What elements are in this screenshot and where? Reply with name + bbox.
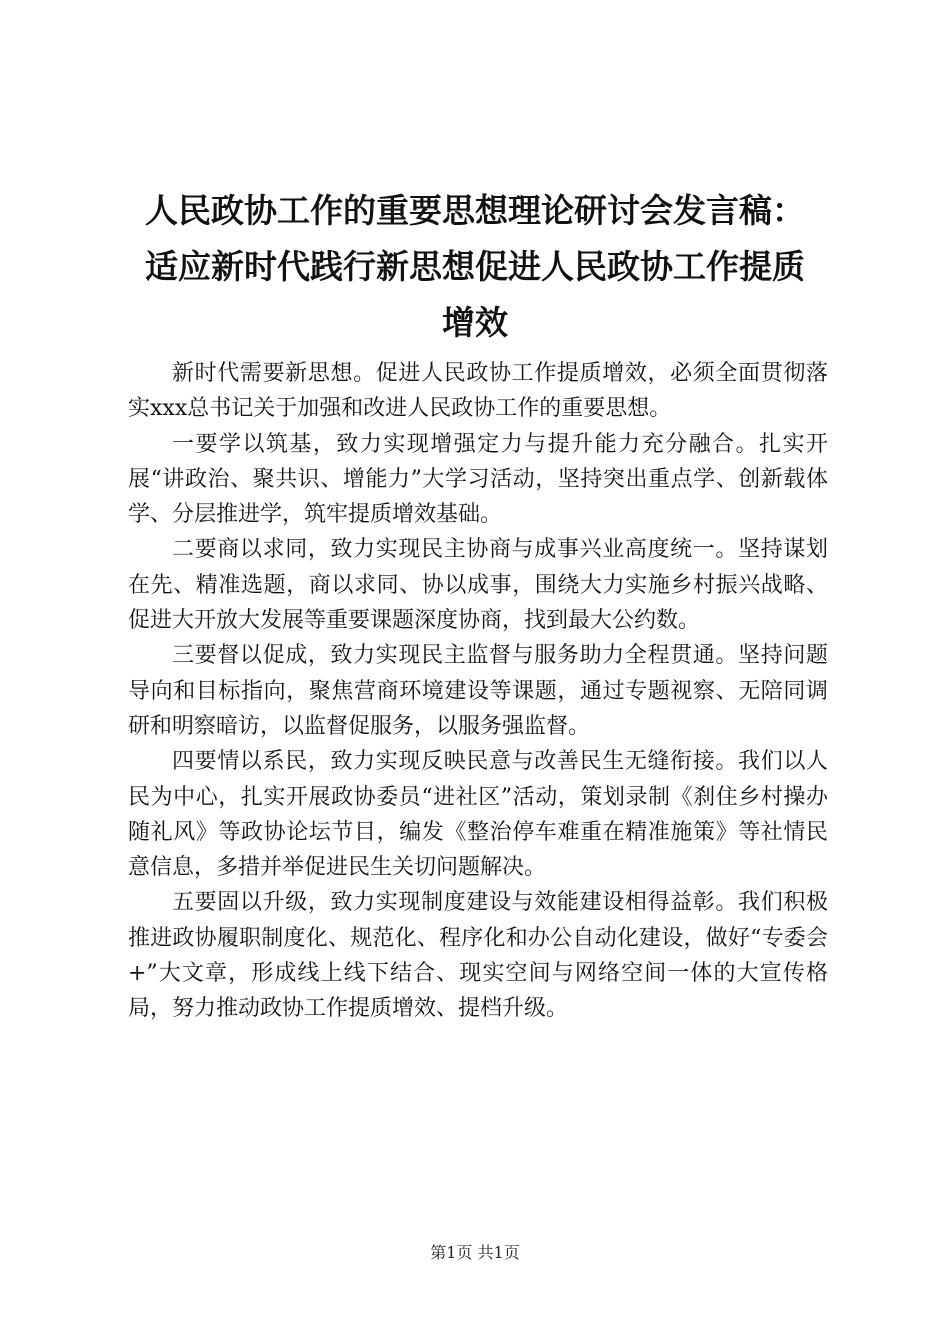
document-body: [128, 356, 828, 1027]
title-line-3: 增效: [442, 303, 508, 342]
paragraph-study: 一要学以筑基，致力实现增强定力与提升能力充分融合。扎实开展“讲政治、聚共识、增能力”大学习活动，坚持突出重点学、创新载体学、分层推进学，筑牢提质增效基础。: [128, 431, 828, 528]
paragraph-supervise: 三要督以促成，致力实现民主监督与服务助力全程贯通。坚持问题导向和目标指向，聚焦营商环境建设等课题，通过专题视察、无陪同调研和明察暗访，以监督促服务，以服务强监督。: [128, 643, 828, 739]
paragraph-upgrade: 五要固以升级，致力实现制度建设与效能建设相得益彰。我们积极推进政协履职制度化、规范化、程序化和办公自动化建设，做好“专委会+”大文章，形成线上线下结合、现实空间与网络空间一体的大宣传格局，努力推动政协工作提质增效、提档升级。: [128, 890, 828, 1022]
title-line-2: 适应新时代践行新思想促进人民政协工作提质: [145, 247, 805, 286]
paragraph-intro: 新时代需要新思想。促进人民政协工作提质增效，必须全面贯彻落实xxx总书记关于加强和改进人民政协工作的重要思想。: [128, 361, 828, 422]
page-footer: 第1页 共1页: [430, 1243, 520, 1262]
paragraph-people: 四要情以系民，致力实现反映民意与改善民生无缝衔接。我们以人民为中心，扎实开展政协委员“进社区”活动，策划录制《刹住乡村操办随礼风》等政协论坛节目，编发《整治停车难重在精准施策》等社情民意信息，多措并举促进民生关切问题解决。: [128, 749, 828, 881]
title-line-1: 人民政协工作的重要思想理论研讨会发言稿：: [145, 191, 805, 230]
document-title: [110, 183, 840, 351]
paragraph-consult: 二要商以求同，致力实现民主协商与成事兴业高度统一。坚持谋划在先、精准选题，商以求同、协以成事，围绕大力实施乡村振兴战略、促进大开放大发展等重要课题深度协商，找到最大公约数。: [128, 537, 828, 634]
